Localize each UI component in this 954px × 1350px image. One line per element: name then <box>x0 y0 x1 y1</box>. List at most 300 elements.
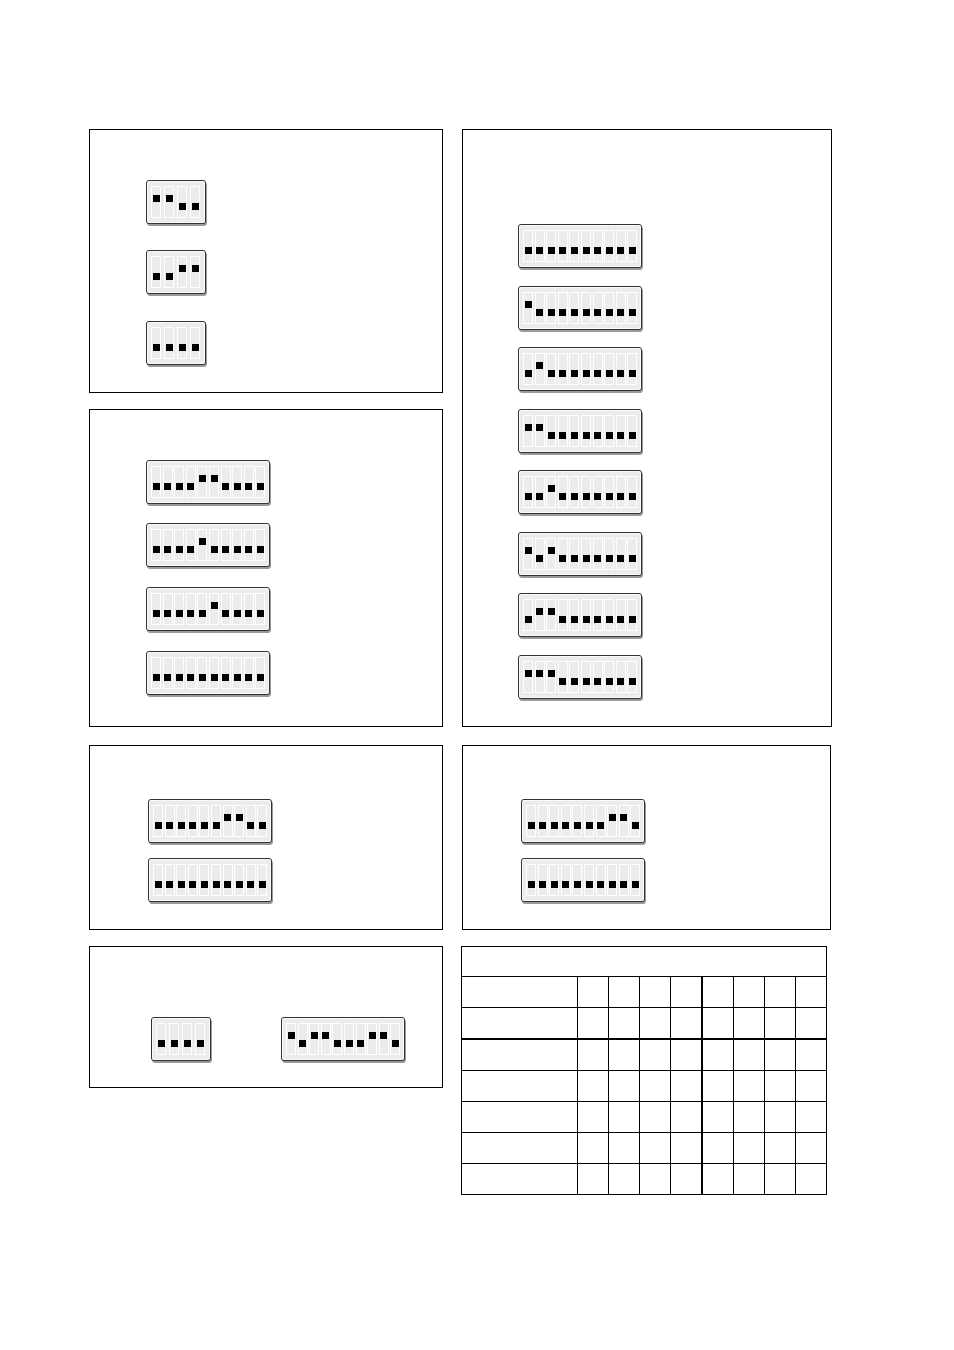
switch-knob-down <box>571 247 578 254</box>
switch-slot <box>188 805 198 837</box>
switch-knob-down <box>178 822 185 829</box>
switch-knob-down <box>234 546 241 553</box>
switch-slot <box>569 538 579 570</box>
switch-slot <box>309 1023 319 1055</box>
switch-knob-down <box>548 432 555 439</box>
switch-slot <box>188 864 198 896</box>
switch-knob-down <box>562 822 569 829</box>
switch-knob-up <box>620 814 627 821</box>
switch-slot <box>321 1023 331 1055</box>
value-cell <box>734 1133 765 1164</box>
switch-knob-down <box>536 555 543 562</box>
switch-slot <box>581 353 591 385</box>
switch-knob-up <box>548 608 555 615</box>
switch-slot <box>153 864 163 896</box>
switch-knob-down <box>559 432 566 439</box>
switch-slot <box>630 805 640 837</box>
switch-slot <box>232 657 242 689</box>
switch-knob-up <box>536 608 543 615</box>
switch-knob-up <box>525 424 532 431</box>
switch-knob-down <box>629 493 636 500</box>
switch-slot <box>604 353 614 385</box>
switch-slot <box>616 538 626 570</box>
switch-slot <box>209 529 219 561</box>
switch-knob-down <box>548 309 555 316</box>
switch-knob-down <box>594 247 601 254</box>
switch-slot <box>234 805 244 837</box>
switch-slot <box>209 466 219 498</box>
value-cell <box>609 1039 640 1071</box>
switch-slot <box>244 466 254 498</box>
switch-slot <box>232 466 242 498</box>
panel-2-switch-2 <box>146 523 270 567</box>
value-cell <box>640 977 671 1008</box>
switch-slot <box>593 292 603 324</box>
switch-knob-down <box>179 344 186 351</box>
switch-slot <box>604 230 614 262</box>
value-cell <box>578 1133 609 1164</box>
switch-knob-down <box>247 822 254 829</box>
switch-knob-down <box>583 370 590 377</box>
switch-slot <box>257 864 267 896</box>
switch-knob-down <box>211 674 218 681</box>
switch-slot <box>199 805 209 837</box>
switch-knob-down <box>617 432 624 439</box>
value-cell <box>640 1133 671 1164</box>
switch-knob-down <box>187 610 194 617</box>
switch-slot <box>151 529 161 561</box>
switch-slot <box>523 661 533 693</box>
switch-slot <box>197 466 207 498</box>
switch-knob-down <box>247 881 254 888</box>
switch-knob-down <box>574 881 581 888</box>
switch-slot <box>221 657 231 689</box>
switch-slot <box>569 230 579 262</box>
switch-knob-down <box>187 674 194 681</box>
value-cell <box>765 977 796 1008</box>
switch-knob-down <box>551 881 558 888</box>
switch-slot <box>523 353 533 385</box>
switch-knob-down <box>617 370 624 377</box>
row-label-cell <box>462 1039 578 1071</box>
switch-slot <box>176 864 186 896</box>
value-cell <box>671 1164 703 1195</box>
switch-slot <box>627 415 637 447</box>
switch-slot <box>526 805 536 837</box>
switch-knob-down <box>594 309 601 316</box>
switch-slot <box>165 864 175 896</box>
table-row <box>462 977 827 1008</box>
switch-knob-down <box>179 203 186 210</box>
switch-slot <box>561 805 571 837</box>
switch-knob-down <box>222 610 229 617</box>
switch-knob-down <box>234 483 241 490</box>
switch-knob-down <box>245 610 252 617</box>
switch-slot <box>584 864 594 896</box>
switch-knob-down <box>583 247 590 254</box>
switch-slot <box>151 327 161 359</box>
switch-slot <box>211 864 221 896</box>
panel-4-switch-7 <box>518 593 642 637</box>
switch-slot <box>593 415 603 447</box>
table-row <box>462 1164 827 1195</box>
switch-slot <box>163 466 173 498</box>
switch-slot <box>569 353 579 385</box>
panel-4-switch-2 <box>518 286 642 330</box>
switch-knob-down <box>629 432 636 439</box>
switch-knob-down <box>299 1040 306 1047</box>
value-cell <box>796 1164 827 1195</box>
switch-knob-down <box>617 247 624 254</box>
switch-knob-down <box>620 881 627 888</box>
switch-knob-down <box>551 822 558 829</box>
switch-knob-up <box>199 538 206 545</box>
switch-slot <box>186 466 196 498</box>
switch-slot <box>535 353 545 385</box>
switch-knob-down <box>571 678 578 685</box>
switch-knob-down <box>525 493 532 500</box>
panel-3-switch-1 <box>148 799 272 843</box>
switch-knob-down <box>571 309 578 316</box>
switch-slot <box>186 657 196 689</box>
switch-slot <box>593 230 603 262</box>
switch-slot <box>604 599 614 631</box>
switch-knob-down <box>528 822 535 829</box>
value-cell <box>734 1008 765 1040</box>
switch-knob-down <box>632 822 639 829</box>
switch-knob-down <box>245 546 252 553</box>
switch-knob-down <box>158 1040 165 1047</box>
switch-knob-down <box>201 881 208 888</box>
panel-6-switch-2 <box>281 1017 405 1061</box>
value-cell <box>734 1164 765 1195</box>
switch-knob-up <box>369 1032 376 1039</box>
switch-knob-down <box>234 610 241 617</box>
row-label-cell <box>462 977 578 1008</box>
switch-slot <box>177 256 187 288</box>
switch-slot <box>581 415 591 447</box>
table-row <box>462 1133 827 1164</box>
switch-slot <box>176 805 186 837</box>
value-cell <box>796 1102 827 1133</box>
switch-slot <box>627 476 637 508</box>
value-cell <box>609 1102 640 1133</box>
switch-slot <box>223 864 233 896</box>
value-cell <box>640 1039 671 1071</box>
switch-slot <box>156 1023 166 1055</box>
switch-knob-down <box>153 273 160 280</box>
switch-knob-up <box>525 547 532 554</box>
value-cell <box>578 977 609 1008</box>
switch-slot <box>549 864 559 896</box>
switch-knob-up <box>380 1032 387 1039</box>
settings-table <box>461 946 827 1195</box>
switch-slot <box>153 805 163 837</box>
switch-knob-down <box>539 881 546 888</box>
switch-slot <box>581 599 591 631</box>
switch-knob-down <box>606 493 613 500</box>
switch-knob-down <box>574 822 581 829</box>
switch-knob-down <box>594 370 601 377</box>
switch-knob-down <box>583 309 590 316</box>
switch-slot <box>151 186 161 218</box>
switch-slot <box>255 529 265 561</box>
value-cell <box>640 1164 671 1195</box>
switch-knob-down <box>559 678 566 685</box>
value-cell <box>796 1133 827 1164</box>
switch-knob-down <box>153 344 160 351</box>
switch-knob-down <box>606 432 613 439</box>
switch-slot <box>209 593 219 625</box>
switch-slot <box>569 599 579 631</box>
switch-knob-down <box>536 493 543 500</box>
switch-knob-down <box>606 247 613 254</box>
switch-slot <box>581 292 591 324</box>
switch-slot <box>616 353 626 385</box>
switch-knob-down <box>629 370 636 377</box>
panel-4-switch-8 <box>518 655 642 699</box>
switch-slot <box>195 1023 205 1055</box>
switch-knob-up <box>192 265 199 272</box>
switch-slot <box>177 186 187 218</box>
switch-slot <box>558 538 568 570</box>
switch-slot <box>619 864 629 896</box>
switch-knob-up <box>288 1032 295 1039</box>
switch-slot <box>221 466 231 498</box>
panel-2-switch-3 <box>146 587 270 631</box>
panel-5-switch-1 <box>521 799 645 843</box>
switch-slot <box>169 1023 179 1055</box>
value-cell <box>578 1102 609 1133</box>
panel-1-switch-1 <box>146 180 206 224</box>
value-cell <box>640 1008 671 1040</box>
switch-knob-down <box>562 881 569 888</box>
switch-slot <box>165 805 175 837</box>
switch-slot <box>627 353 637 385</box>
switch-slot <box>593 599 603 631</box>
switch-slot <box>177 327 187 359</box>
switch-knob-down <box>548 370 555 377</box>
switch-knob-down <box>211 546 218 553</box>
switch-slot <box>604 661 614 693</box>
value-cell <box>578 1071 609 1102</box>
switch-knob-up <box>525 670 532 677</box>
switch-knob-down <box>629 309 636 316</box>
switch-slot <box>572 864 582 896</box>
switch-slot <box>332 1023 342 1055</box>
value-cell <box>671 1071 703 1102</box>
switch-slot <box>298 1023 308 1055</box>
table-header <box>462 947 827 977</box>
switch-knob-down <box>176 610 183 617</box>
switch-knob-down <box>586 822 593 829</box>
switch-knob-down <box>583 493 590 500</box>
switch-slot <box>546 292 556 324</box>
panel-1-switch-3 <box>146 321 206 365</box>
panel-1-switch-2 <box>146 250 206 294</box>
switch-slot <box>561 864 571 896</box>
switch-slot <box>546 230 556 262</box>
switch-knob-down <box>559 309 566 316</box>
switch-knob-down <box>164 546 171 553</box>
switch-knob-down <box>536 247 543 254</box>
switch-knob-down <box>176 674 183 681</box>
switch-slot <box>535 415 545 447</box>
switch-knob-down <box>199 610 206 617</box>
switch-slot <box>627 661 637 693</box>
switch-slot <box>255 657 265 689</box>
switch-slot <box>234 864 244 896</box>
switch-knob-up <box>536 362 543 369</box>
switch-slot <box>286 1023 296 1055</box>
switch-knob-up <box>322 1032 329 1039</box>
switch-slot <box>246 805 256 837</box>
switch-knob-up <box>536 670 543 677</box>
switch-knob-down <box>597 822 604 829</box>
switch-knob-down <box>166 273 173 280</box>
switch-knob-up <box>179 265 186 272</box>
switch-slot <box>558 353 568 385</box>
switch-slot <box>190 327 200 359</box>
value-cell <box>702 1071 734 1102</box>
switch-slot <box>221 529 231 561</box>
value-cell <box>734 977 765 1008</box>
value-cell <box>765 1071 796 1102</box>
switch-slot <box>186 529 196 561</box>
switch-slot <box>190 186 200 218</box>
switch-slot <box>558 230 568 262</box>
switch-knob-down <box>559 616 566 623</box>
value-cell <box>702 1164 734 1195</box>
switch-slot <box>244 657 254 689</box>
switch-knob-up <box>548 547 555 554</box>
switch-knob-down <box>594 555 601 562</box>
switch-knob-down <box>559 555 566 562</box>
switch-knob-down <box>629 247 636 254</box>
switch-slot <box>163 593 173 625</box>
switch-slot <box>546 599 556 631</box>
switch-knob-down <box>571 616 578 623</box>
switch-slot <box>223 805 233 837</box>
switch-knob-down <box>153 546 160 553</box>
switch-slot <box>535 292 545 324</box>
switch-knob-down <box>171 1040 178 1047</box>
switch-slot <box>581 538 591 570</box>
value-cell <box>796 1008 827 1040</box>
switch-slot <box>538 805 548 837</box>
switch-slot <box>523 476 533 508</box>
switch-knob-down <box>222 674 229 681</box>
switch-knob-down <box>184 1040 191 1047</box>
switch-slot <box>546 476 556 508</box>
row-label-cell <box>462 1008 578 1040</box>
value-cell <box>734 1102 765 1133</box>
switch-knob-down <box>594 493 601 500</box>
switch-knob-down <box>176 483 183 490</box>
switch-knob-down <box>632 881 639 888</box>
value-cell <box>640 1102 671 1133</box>
switch-knob-down <box>525 370 532 377</box>
switch-slot <box>535 476 545 508</box>
switch-knob-down <box>222 546 229 553</box>
value-cell <box>609 977 640 1008</box>
switch-slot <box>151 657 161 689</box>
switch-slot <box>604 538 614 570</box>
switch-slot <box>569 661 579 693</box>
switch-slot <box>344 1023 354 1055</box>
switch-knob-down <box>166 881 173 888</box>
switch-slot <box>523 599 533 631</box>
value-cell <box>702 1008 734 1040</box>
switch-knob-down <box>334 1040 341 1047</box>
switch-knob-down <box>606 309 613 316</box>
switch-slot <box>593 538 603 570</box>
switch-knob-down <box>525 616 532 623</box>
switch-slot <box>151 256 161 288</box>
switch-slot <box>523 415 533 447</box>
switch-knob-down <box>617 616 624 623</box>
switch-knob-down <box>199 674 206 681</box>
switch-slot <box>186 593 196 625</box>
switch-slot <box>616 230 626 262</box>
switch-knob-down <box>586 881 593 888</box>
switch-knob-down <box>164 610 171 617</box>
switch-knob-up <box>153 195 160 202</box>
switch-slot <box>379 1023 389 1055</box>
switch-knob-down <box>629 678 636 685</box>
switch-knob-down <box>357 1040 364 1047</box>
switch-slot <box>596 805 606 837</box>
switch-slot <box>572 805 582 837</box>
switch-slot <box>558 476 568 508</box>
row-label-cell <box>462 1071 578 1102</box>
switch-knob-up <box>224 814 231 821</box>
switch-knob-down <box>539 822 546 829</box>
switch-knob-down <box>164 674 171 681</box>
panel-4-switch-5 <box>518 470 642 514</box>
switch-knob-down <box>583 616 590 623</box>
switch-knob-up <box>211 475 218 482</box>
switch-knob-up <box>211 602 218 609</box>
switch-slot <box>593 476 603 508</box>
switch-slot <box>630 864 640 896</box>
switch-slot <box>190 256 200 288</box>
switch-slot <box>627 292 637 324</box>
value-cell <box>578 1164 609 1195</box>
switch-slot <box>255 466 265 498</box>
value-cell <box>578 1008 609 1040</box>
switch-knob-down <box>213 822 220 829</box>
switch-knob-down <box>245 674 252 681</box>
switch-knob-down <box>192 203 199 210</box>
value-cell <box>702 1039 734 1071</box>
switch-knob-down <box>213 881 220 888</box>
switch-knob-down <box>583 432 590 439</box>
switch-knob-down <box>559 493 566 500</box>
switch-slot <box>197 657 207 689</box>
switch-slot <box>244 593 254 625</box>
switch-slot <box>390 1023 400 1055</box>
switch-slot <box>174 657 184 689</box>
switch-slot <box>604 415 614 447</box>
value-cell <box>671 1133 703 1164</box>
switch-knob-down <box>346 1040 353 1047</box>
value-cell <box>765 1133 796 1164</box>
switch-slot <box>616 292 626 324</box>
value-cell <box>765 1102 796 1133</box>
switch-slot <box>523 230 533 262</box>
switch-knob-up <box>525 301 532 308</box>
